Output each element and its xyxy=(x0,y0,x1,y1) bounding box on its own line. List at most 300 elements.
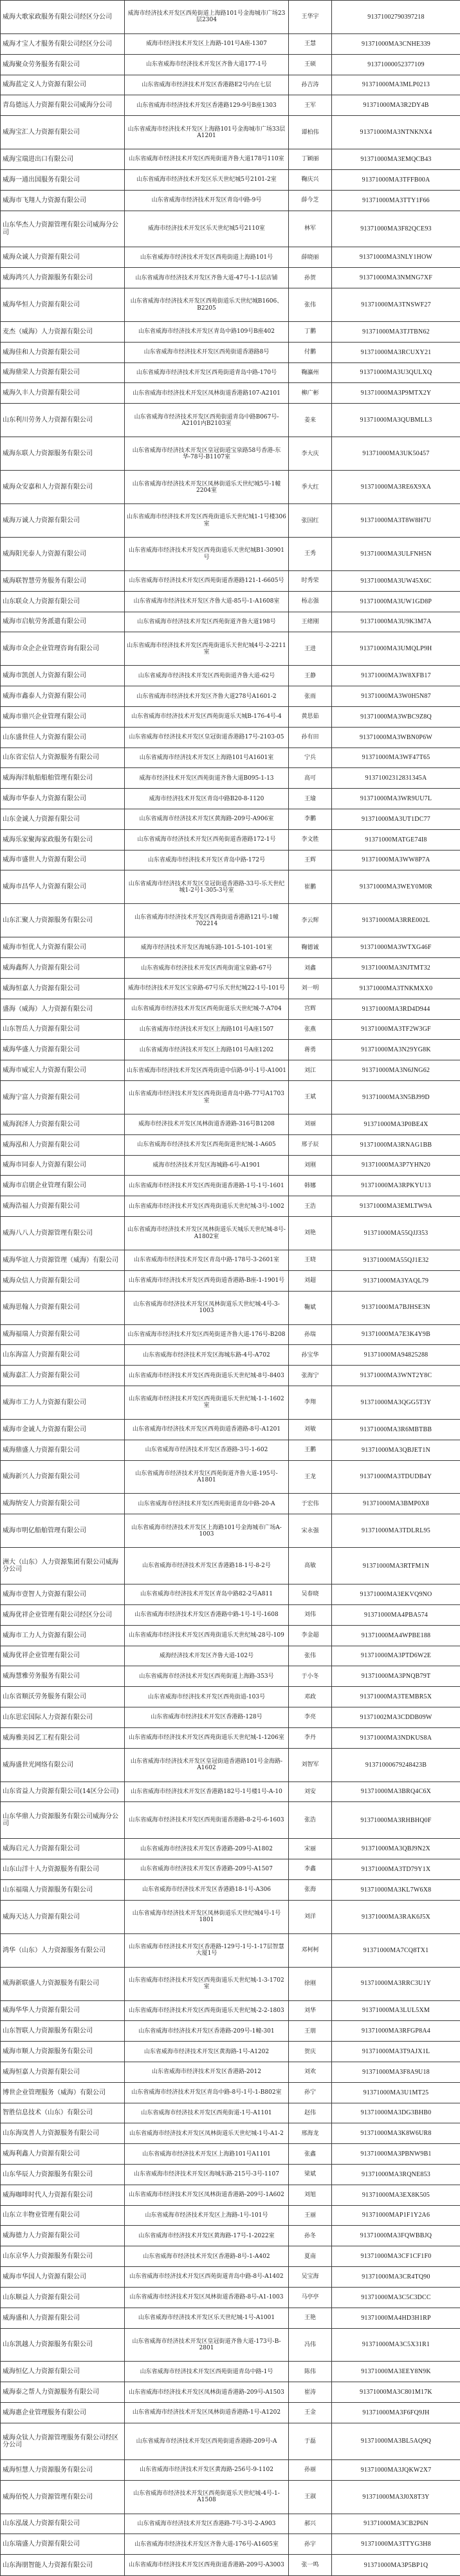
credit-code-cell: 91371002MA3CDDB09W xyxy=(332,1707,460,1728)
address-cell: 山东省威海市经济技术开发区凤林街道乐天世纪城5号-1幢2204室 xyxy=(125,471,289,504)
legal-person-cell: 刘艳 xyxy=(289,1217,332,1250)
company-name-cell: 山东思宏国际人力资源有限公司 xyxy=(1,1707,125,1728)
address-cell: 山东省威海市经济技术开发区西苑街道齐鲁大道-195号-A1801 xyxy=(125,1460,289,1494)
company-name-cell: 威海市华国人力资源有限公司 xyxy=(1,2267,125,2288)
credit-code-cell: 91371000MA3NDKUS8A xyxy=(332,1727,460,1748)
legal-person-cell: 邢子辰 xyxy=(289,1134,332,1155)
table-row xyxy=(1,2328,460,2362)
credit-code-cell: 91371000MA3C801M17K xyxy=(332,2382,460,2403)
company-name-cell: 威海优祥企业管理有限公司经区分公司 xyxy=(1,1604,125,1625)
credit-code-cell: 91371000MA3QUBMLL3 xyxy=(332,404,460,437)
table-row xyxy=(1,1802,460,1839)
table-row xyxy=(1,1748,460,1782)
credit-code-cell: 91371000MA3F82QCE93 xyxy=(332,211,460,247)
company-name-cell: 威海市凯创人力资源有限公司 xyxy=(1,666,125,686)
table-row xyxy=(1,190,460,211)
company-name-cell: 山东海岚普人力资源服务有限公司 xyxy=(1,2123,125,2144)
legal-person-cell: 杨志强 xyxy=(289,591,332,612)
company-name-cell: 威海德力人力资源有限公司 xyxy=(1,2226,125,2246)
credit-code-cell: 91371000052377109 xyxy=(332,54,460,75)
address-cell: 山东省威海市经济技术开发区凤林街道乐天世纪城4号-1号1801 xyxy=(125,1900,289,1933)
address-cell: 威海市经济技术开发区海城路-6号-A1901 xyxy=(125,1155,289,1176)
table-row xyxy=(1,1114,460,1134)
table-row xyxy=(1,342,460,362)
table-row xyxy=(1,1419,460,1440)
address-cell: 威海市经济技术开发区上海路-101号A座-1307 xyxy=(125,33,289,54)
credit-code-cell: 91371000MA3N29YG8K xyxy=(332,1040,460,1060)
legal-person-cell: 孙宇 xyxy=(289,2534,332,2555)
address-cell: 威海市经济技术开发区西苑街道上海路101号金海城市广场23层2304 xyxy=(125,1,289,34)
legal-person-cell: 邓政 xyxy=(289,1687,332,1707)
credit-code-cell: 91371000MA3R2DY4B xyxy=(332,95,460,116)
company-name-cell: 威海鸿兴人力资源服务有限公司 xyxy=(1,268,125,288)
legal-person-cell: 蒋勇 xyxy=(289,1040,332,1060)
address-cell: 山东省威海市经济技术开发区上海路101号金海城市广场33层A1201 xyxy=(125,116,289,149)
legal-person-cell: 夏南 xyxy=(289,2246,332,2267)
legal-person-cell: 李翔 xyxy=(289,1386,332,1419)
credit-code-cell: 91371000MA3U9K3M7A xyxy=(332,612,460,632)
address-cell: 山东省威海市经济技术开发区香港路18-1号-A306 xyxy=(125,1879,289,1900)
company-name-cell: 威海一通出国服务有限公司 xyxy=(1,169,125,190)
credit-code-cell: 91371000MA7E3K4Y9B xyxy=(332,1324,460,1345)
credit-code-cell: 91371000MA3TTY1F66 xyxy=(332,190,460,211)
table-row xyxy=(1,54,460,75)
legal-person-cell: 刘旭 xyxy=(289,2185,332,2205)
company-name-cell: 山东福瑞人力资源服务有限公司 xyxy=(1,1879,125,1900)
table-row xyxy=(1,2267,460,2288)
table-row xyxy=(1,2287,460,2308)
legal-person-cell: 王军 xyxy=(289,95,332,116)
credit-code-cell: 91371000MA3RD4D944 xyxy=(332,999,460,1019)
company-name-cell: 威海盛世光网络有限公司 xyxy=(1,1748,125,1782)
address-cell: 山东省威海市经济技术开发区青岛中路109号B座402 xyxy=(125,322,289,343)
company-name-cell: 威海众诚人力资源有限公司 xyxy=(1,247,125,268)
credit-code-cell: 91371000MA3TDLRL95 xyxy=(332,1514,460,1548)
legal-person-cell: 刘伟 xyxy=(289,1604,332,1625)
legal-person-cell: 张海宁 xyxy=(289,1366,332,1386)
table-row xyxy=(1,95,460,116)
table-row xyxy=(1,2514,460,2534)
address-cell: 山东省威海市经济技术开发区香港路-128号 xyxy=(125,1707,289,1728)
address-cell: 山东省威海市经济技术开发区西苑街道香港路121-1-6605号 xyxy=(125,570,289,591)
address-cell: 山东省威海市经济技术开发区香港路-2012 xyxy=(125,2062,289,2082)
legal-person-cell: 王华宇 xyxy=(289,1,332,34)
company-name-cell: 威海众钛人力资源管理服务有限公司经区分公司 xyxy=(1,2423,125,2459)
table-row xyxy=(1,1176,460,1196)
company-name-cell: 山东山洋十人力资源服务有限公司 xyxy=(1,1859,125,1880)
company-name-cell: 威海市鼎兴企业管理有限公司 xyxy=(1,706,125,727)
table-row xyxy=(1,2423,460,2459)
company-name-cell: 威海鼎盛人力资源有限公司 xyxy=(1,1440,125,1460)
company-name-cell: 威海市盛世人力资源有限公司 xyxy=(1,850,125,870)
credit-code-cell: 91371000MA3RRC3U1Y xyxy=(332,1967,460,2000)
credit-code-cell: 91371000MA3EMQCB43 xyxy=(332,149,460,170)
table-row xyxy=(1,2362,460,2382)
legal-person-cell: 刘安 xyxy=(289,1782,332,1802)
legal-person-cell: 贺庆 xyxy=(289,2042,332,2062)
legal-person-cell: 谭柏伟 xyxy=(289,116,332,149)
table-row xyxy=(1,747,460,768)
legal-person-cell: 马亭亭 xyxy=(289,2287,332,2308)
legal-person-cell: 刘鑫 xyxy=(289,958,332,979)
table-row xyxy=(1,1291,460,1324)
company-name-cell: 威海华谊人力资源管理（威海）有限公司 xyxy=(1,1250,125,1270)
address-cell: 山东省威海市经济技术开发区西苑街道齐鲁大道178号110室 xyxy=(125,149,289,170)
address-cell: 山东省威海市经济技术开发区西苑街道乐天世纪城-1-1-1602室 xyxy=(125,1386,289,1419)
company-name-cell: 威海新联盛人力资源服务有限公司 xyxy=(1,1967,125,2000)
credit-code-cell: 91371000MA3UW1GD8P xyxy=(332,591,460,612)
company-name-cell: 威海华恒人力资源有限公司 xyxy=(1,288,125,322)
legal-person-cell: 孙宝华 xyxy=(289,1345,332,1366)
table-row xyxy=(1,2555,460,2576)
table-row xyxy=(1,1782,460,1802)
credit-code-cell: 91371000MA3TF2W3GF xyxy=(332,1019,460,1040)
address-cell: 山东省威海市经济技术开发区香港路-209号-A1802 xyxy=(125,1839,289,1859)
credit-code-cell: 91371000MA3EX8K505 xyxy=(332,2185,460,2205)
table-row xyxy=(1,1687,460,1707)
credit-code-cell: 91371000MA3P9MTX2Y xyxy=(332,383,460,404)
table-row xyxy=(1,1250,460,1270)
table-row xyxy=(1,1494,460,1514)
legal-person-cell: 宫辉 xyxy=(289,999,332,1019)
table-row xyxy=(1,632,460,666)
credit-code-cell: 91371000MA3WTXG46F xyxy=(332,937,460,958)
table-row xyxy=(1,1859,460,1880)
address-cell: 威海市经济技术开发区青岛中路B20-8-1120 xyxy=(125,789,289,809)
table-row xyxy=(1,1666,460,1687)
credit-code-cell: 91371000MA3QBJ9N2X xyxy=(332,1839,460,1859)
table-row xyxy=(1,1440,460,1460)
table-row xyxy=(1,1514,460,1548)
credit-code-cell: 91371000MA3WR9UU7L xyxy=(332,789,460,809)
address-cell: 山东省威海市经济技术开发区香港路-8号-1-A402 xyxy=(125,2246,289,2267)
company-name-cell: 威海鼎荣人力资源有限公司 xyxy=(1,362,125,383)
address-cell: 山东省威海市经济技术开发区黄海路-209号-A906室 xyxy=(125,809,289,830)
address-cell: 山东省威海市经济技术开发区西苑街道香港路-8号-A1201 xyxy=(125,1419,289,1440)
credit-code-cell: 91371000MA3QGG5T3Y xyxy=(332,1386,460,1419)
address-cell: 山东省威海市经济技术开发区青岛中路-178号-3-2601室 xyxy=(125,1250,289,1270)
credit-code-cell: 91371000MA3NTNKNX4 xyxy=(332,116,460,149)
company-name-cell: 威海天达人力资源有限公司 xyxy=(1,1900,125,1933)
address-cell: 威海经济技术开发区齐鲁大道-102号 xyxy=(125,1646,289,1666)
legal-person-cell: 于宏伟 xyxy=(289,1494,332,1514)
credit-code-cell: 91371000MA3TJTBN62 xyxy=(332,322,460,343)
address-cell: 山东省威海市经济技术开发区青岛中路-8号-1号-1-B802室 xyxy=(125,2082,289,2103)
credit-code-cell: 91371000MA3RNAG1BB xyxy=(332,1134,460,1155)
legal-person-cell: 孙有田 xyxy=(289,727,332,747)
credit-code-cell: 91371000MA3JQKW2X7 xyxy=(332,2459,460,2480)
credit-code-cell: 91371000MA7BJHSE3N xyxy=(332,1291,460,1324)
legal-person-cell: 刘超 xyxy=(289,1270,332,1291)
company-name-cell: 威海泓和人力资源有限公司 xyxy=(1,1134,125,1155)
credit-code-cell: 91371000MA3TTYG3H8 xyxy=(332,2534,460,2555)
address-cell: 山东省威海市经济技术开发区西苑街道香港路-8-2号-6-1603 xyxy=(125,1802,289,1839)
credit-code-cell: 91371000679248423B xyxy=(332,1748,460,1782)
company-name-cell: 山东智联人力资源服务有限公司 xyxy=(1,2021,125,2042)
company-name-cell: 威海宝汇人力资源有限公司 xyxy=(1,116,125,149)
legal-person-cell: 鞠德诚 xyxy=(289,937,332,958)
legal-person-cell: 刘智军 xyxy=(289,1748,332,1782)
address-cell: 山东省威海市经济技术开发区西苑街道乐天世纪城-3号-1002 xyxy=(125,1196,289,1217)
company-name-cell: 麦杰（威海）人力资源有限公司 xyxy=(1,322,125,343)
table-row xyxy=(1,937,460,958)
credit-code-cell: 91371000MAP1F1Y2A6 xyxy=(332,2205,460,2226)
table-row xyxy=(1,383,460,404)
credit-code-cell: 91371000MA3NMNG7XF xyxy=(332,268,460,288)
company-name-cell: 山东海朋智能人力资源有限公司 xyxy=(1,2555,125,2576)
table-row xyxy=(1,149,460,170)
legal-person-cell: 高可 xyxy=(289,768,332,789)
table-row xyxy=(1,322,460,343)
company-name-cell: 威海宝瑞进出口有限公司 xyxy=(1,149,125,170)
company-name-cell: 威海佰悦人力资源管理有限公司 xyxy=(1,2480,125,2514)
company-name-cell: 威海佳和人力资源有限公司 xyxy=(1,342,125,362)
legal-person-cell: 吴宝海 xyxy=(289,2267,332,2288)
company-name-cell: 威海华盛人力资源有限公司 xyxy=(1,1040,125,1060)
credit-code-cell: 91371000MA3TFFB00A xyxy=(332,169,460,190)
table-row xyxy=(1,1879,460,1900)
address-cell: 山东省威海市经济技术开发区西苑街道青岛中路-1号 xyxy=(125,2362,289,2382)
credit-code-cell: 91371000MA3K8W6UR8 xyxy=(332,2123,460,2144)
credit-code-cell: 91371000MA3F6FQ9JH xyxy=(332,2403,460,2423)
credit-code-cell: 91371000MA3TD79Y1X xyxy=(332,1859,460,1880)
company-name-cell: 威海鑫辉人力资源有限公司 xyxy=(1,958,125,979)
company-name-cell: 威海市华泰人力资源有限公司 xyxy=(1,789,125,809)
legal-person-cell: 高敏 xyxy=(289,1548,332,1584)
address-cell: 山东省威海市经济技术开发区香港路-3号-1-602 xyxy=(125,1440,289,1460)
company-name-cell: 威海八八人力资源管理有限公司 xyxy=(1,1217,125,1250)
table-row xyxy=(1,1081,460,1114)
address-cell: 山东省威海市经济技术开发区西苑街道-103号 xyxy=(125,1687,289,1707)
credit-code-cell: 91371000MA3T8W8H7U xyxy=(332,504,460,538)
credit-code-cell: 91371000MA4PBA574 xyxy=(332,1604,460,1625)
credit-code-cell: 91371000MA3T9AJX1L xyxy=(332,2042,460,2062)
credit-code-cell: 91371000MA3TNKMXX0 xyxy=(332,978,460,999)
company-name-cell: 山东顺益人力资源有限公司 xyxy=(1,2287,125,2308)
company-name-cell: 威海市工力人力资源有限公司 xyxy=(1,1625,125,1646)
legal-person-cell: 张燕 xyxy=(289,1019,332,1040)
company-name-cell: 威海市飞翔人力资源有限公司 xyxy=(1,190,125,211)
address-cell: 山东省威海市经济技术开发区香港路-209号-A1507 xyxy=(125,1859,289,1880)
address-cell: 山东省威海市经济技术开发区西苑街道-1号-A1101 xyxy=(125,2103,289,2123)
legal-person-cell: 黄思茹 xyxy=(289,706,332,727)
address-cell: 威海市经济技术开发区乐天世纪城5号2110室 xyxy=(125,211,289,247)
table-row xyxy=(1,1646,460,1666)
legal-person-cell: 邢海龙 xyxy=(289,2123,332,2144)
address-cell: 山东省威海市经济技术开发区黄海路-256号-9-1102 xyxy=(125,2459,289,2480)
legal-person-cell: 郝兴 xyxy=(289,2514,332,2534)
table-row xyxy=(1,1839,460,1859)
table-row xyxy=(1,809,460,830)
address-cell: 山东省威海市经济技术开发区凤林街道乐天世纪城-4号-3-1003 xyxy=(125,1291,289,1324)
legal-person-cell: 王龙 xyxy=(289,1460,332,1494)
credit-code-cell: 91371000MA3PNQB79T xyxy=(332,1666,460,1687)
legal-person-cell: 王淑 xyxy=(289,2480,332,2514)
legal-person-cell: 张国红 xyxy=(289,504,332,538)
company-name-cell: 山东华杰人力资源管理有限公司威海分公司 xyxy=(1,211,125,247)
address-cell: 山东省威海市经济技术开发区西苑街道香港路121号-1幢702214 xyxy=(125,904,289,937)
legal-person-cell: 刘洋 xyxy=(289,1900,332,1933)
table-row xyxy=(1,978,460,999)
legal-person-cell: 梁斌 xyxy=(289,2165,332,2185)
credit-code-cell: 91371000MA3CB2P6N xyxy=(332,2514,460,2534)
company-name-cell: 山东省宏信人力资源服务有限公司 xyxy=(1,747,125,768)
table-row xyxy=(1,999,460,1019)
address-cell: 山东省威海市经济技术开发区香港路中路-1号-1号-1608 xyxy=(125,1604,289,1625)
table-row xyxy=(1,1019,460,1040)
address-cell: 山东省威海市经济技术开发区西苑街道世纪城-1-A605 xyxy=(125,1134,289,1155)
company-name-cell: 威海福瑞人力资源有限公司 xyxy=(1,1324,125,1345)
address-cell: 山东省威海市经济技术开发区上海路101号A1601室 xyxy=(125,747,289,768)
address-cell: 山东省威海市经济技术开发区皇冠街道香港路-33号-乐天世纪城1-2号1-305-3号室 xyxy=(125,870,289,904)
company-name-cell: 威海利鑫人力资源有限公司 xyxy=(1,2144,125,2165)
table-row xyxy=(1,1967,460,2000)
table-row xyxy=(1,1386,460,1419)
legal-person-cell: 李亮 xyxy=(289,1707,332,1728)
credit-code-cell: 91371000MATGE74I8 xyxy=(332,829,460,850)
address-cell: 山东省威海市经济技术开发区西苑街道乐天世纪城-2-2-1803 xyxy=(125,2000,289,2021)
credit-code-cell: 91371000MA3RAK6J5X xyxy=(332,1900,460,1933)
credit-code-cell: 91371000MA3RCUXY21 xyxy=(332,342,460,362)
legal-person-cell: 李丹 xyxy=(289,1727,332,1748)
address-cell: 山东省威海市经济技术开发区齐鲁大道177-1号 xyxy=(125,54,289,75)
table-row xyxy=(1,958,460,979)
legal-person-cell: 王瑜 xyxy=(289,789,332,809)
legal-person-cell: 孙瑞 xyxy=(289,1324,332,1345)
address-cell: 山东省威海市经济技术开发区皇冠街道齐鲁大道-173号-B-2801 xyxy=(125,2328,289,2362)
legal-person-cell: 王丽 xyxy=(289,2205,332,2226)
table-row xyxy=(1,288,460,322)
credit-code-cell: 91371000MA3J0X8T3Y xyxy=(332,2480,460,2514)
credit-code-cell: 91371000MA3YAQL79 xyxy=(332,1270,460,1291)
company-name-cell: 威海盛和人力资源有限公司 xyxy=(1,2308,125,2328)
legal-person-cell: 刘欢 xyxy=(289,2062,332,2082)
legal-person-cell: 宁兵 xyxy=(289,747,332,768)
credit-code-cell: 91371000MA3NJTMT32 xyxy=(332,958,460,979)
address-cell: 山东省威海市经济技术开发区西苑街道香港路-209号-A3003 xyxy=(125,2555,289,2576)
table-row xyxy=(1,1584,460,1605)
company-name-cell: 威海惠企业管理服务有限公司 xyxy=(1,2403,125,2423)
legal-person-cell: 李鑫 xyxy=(289,1859,332,1880)
credit-code-cell: 91371000MA3CR4TQ90 xyxy=(332,2267,460,2288)
legal-person-cell: 张海 xyxy=(289,1879,332,1900)
credit-code-cell: 91371000MA3UW45X6C xyxy=(332,570,460,591)
legal-person-cell: 张鑫 xyxy=(289,2144,332,2165)
company-name-cell: 山东瑞盛人力资源有限公司 xyxy=(1,2534,125,2555)
legal-person-cell: 王金 xyxy=(289,2403,332,2423)
legal-person-cell: 薛今芝 xyxy=(289,190,332,211)
legal-person-cell: 孙丽 xyxy=(289,2459,332,2480)
legal-person-cell: 于小冬 xyxy=(289,1666,332,1687)
company-name-cell: 威海市昌华人力资源有限公司 xyxy=(1,870,125,904)
company-name-cell: 威海联智慧劳务服务有限公司 xyxy=(1,570,125,591)
table-row xyxy=(1,1707,460,1728)
address-cell: 山东省威海市经济技术开发区黄海路-17号-1-2022室 xyxy=(125,2226,289,2246)
table-row xyxy=(1,1324,460,1345)
company-name-cell: 洲大（山东）人力资源集团有限公司威海分公司 xyxy=(1,1548,125,1584)
company-name-cell: 青岛德远人力资源有限公司威海分公司 xyxy=(1,95,125,116)
table-row xyxy=(1,437,460,471)
credit-code-cell: 91371000MA3UK50457 xyxy=(332,437,460,471)
address-cell: 山东省威海市经济技术开发区西苑街道上海路-353号 xyxy=(125,1666,289,1687)
company-name-cell: 威海泰之帮人力资源服务有限公司 xyxy=(1,2382,125,2403)
table-row xyxy=(1,362,460,383)
credit-code-cell: 91371000MA3N6JNG62 xyxy=(332,1060,460,1081)
table-row xyxy=(1,1727,460,1748)
table-row xyxy=(1,1217,460,1250)
legal-person-cell: 刘丽 xyxy=(289,1114,332,1134)
legal-person-cell: 王慧 xyxy=(289,33,332,54)
address-cell: 威海市经济技术开发区西苑街道齐鲁大道B095-1-13 xyxy=(125,768,289,789)
legal-person-cell: 王斌 xyxy=(289,1081,332,1114)
table-row xyxy=(1,870,460,904)
company-name-cell: 威海市壹智人力资源有限公司 xyxy=(1,1584,125,1605)
table-row xyxy=(1,1625,460,1646)
credit-code-cell: 91371000MA3C5X31R1 xyxy=(332,2328,460,2362)
table-row xyxy=(1,904,460,937)
company-name-cell: 山东京华人力资源服务有限公司 xyxy=(1,2246,125,2267)
company-name-cell: 威海市工力人力资源有限公司 xyxy=(1,1386,125,1419)
table-row xyxy=(1,829,460,850)
legal-person-cell: 王进 xyxy=(289,632,332,666)
address-cell: 山东省威海市经济技术开发区凤林街道香港路-8号-A1-1003 xyxy=(125,2287,289,2308)
address-cell: 威海市经济技术开发区宝泉路-67号乐天世纪城22-1号-101号 xyxy=(125,978,289,999)
credit-code-cell: 91371000MA3BMP0X8 xyxy=(332,1494,460,1514)
address-cell: 山东省威海市经济技术开发区西苑街道青岛中路B067号-A2101内B2103室 xyxy=(125,404,289,437)
address-cell: 山东省威海市经济技术开发区凤林街道香港路-209号-A1503 xyxy=(125,2382,289,2403)
address-cell: 山东省威海市经济技术开发区皇冠街道香港路17号-2103-05 xyxy=(125,727,289,747)
legal-person-cell: 李文胜 xyxy=(289,829,332,850)
company-name-cell: 威海市鑫泰人力资源有限公司 xyxy=(1,686,125,707)
legal-person-cell: 姜来 xyxy=(289,404,332,437)
table-row xyxy=(1,2534,460,2555)
company-name-cell: 山东省顺沃劳务服务有限公司 xyxy=(1,1687,125,1707)
legal-person-cell: 刘江 xyxy=(289,1060,332,1081)
address-cell: 山东省威海市经济技术开发区西苑街道香港路-209号-A xyxy=(125,2423,289,2459)
company-name-cell: 威海恒慧人力资源服务有限公司 xyxy=(1,2459,125,2480)
company-name-cell: 山东联众人力资源有限公司 xyxy=(1,591,125,612)
company-name-cell: 威海众安嘉和人力资源有限公司 xyxy=(1,471,125,504)
address-cell: 山东省威海市经济技术开发区西苑街道乐天世纪城B1606、B2205 xyxy=(125,288,289,322)
legal-person-cell: 王静 xyxy=(289,666,332,686)
table-row xyxy=(1,768,460,789)
credit-code-cell: 91371000MA3R6MBTBB xyxy=(332,1419,460,1440)
credit-code-cell: 91371000MA3KL7W6X8 xyxy=(332,1879,460,1900)
table-row xyxy=(1,504,460,538)
legal-person-cell: 王秀 xyxy=(289,538,332,571)
legal-person-cell: 王朋 xyxy=(289,2021,332,2042)
table-row xyxy=(1,1604,460,1625)
table-row xyxy=(1,789,460,809)
company-name-cell: 山东凯越人力资源服务有限公司 xyxy=(1,2328,125,2362)
company-name-cell: 威海华华人力资源有限公司 xyxy=(1,2000,125,2021)
company-name-cell: 威海万诚人力资源有限公司 xyxy=(1,504,125,538)
address-cell: 山东省威海市经济技术开发区上海路101号金海城市广场A-1003 xyxy=(125,1514,289,1548)
legal-person-cell: 宋丽 xyxy=(289,1839,332,1859)
legal-person-cell: 鞠瀛州 xyxy=(289,362,332,383)
table-row xyxy=(1,169,460,190)
table-row xyxy=(1,2308,460,2328)
legal-person-cell: 王鹏 xyxy=(289,1440,332,1460)
table-row xyxy=(1,247,460,268)
table-row xyxy=(1,268,460,288)
company-name-cell: 威海聚众劳务服务有限公司 xyxy=(1,54,125,75)
table-row xyxy=(1,1345,460,1366)
company-name-cell: 威海雅美园艺工程有限公司 xyxy=(1,1727,125,1748)
credit-code-cell: 91371000MA3TNSWF27 xyxy=(332,288,460,322)
address-cell: 山东省威海市经济技术开发区凤林街道乐天城乐天世纪城-8号-A1802室 xyxy=(125,1217,289,1250)
company-name-cell: 威海市启航劳务派遣有限公司 xyxy=(1,612,125,632)
